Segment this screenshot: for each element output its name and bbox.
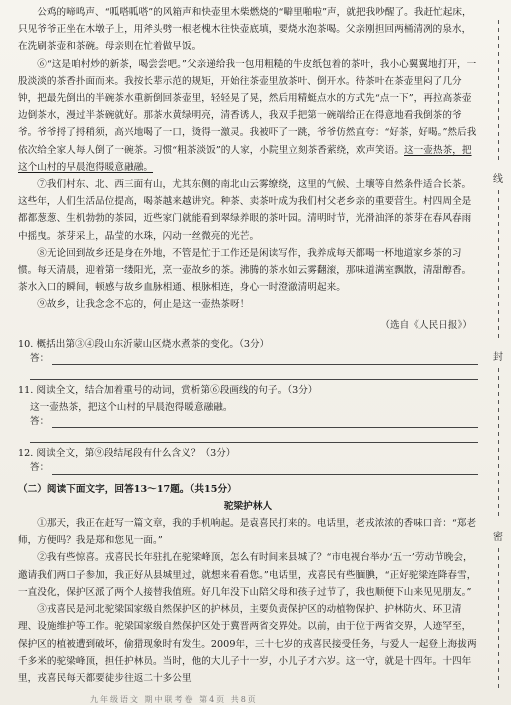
binding-dash-line-bottom bbox=[498, 548, 499, 688]
binding-mark-line: 线 bbox=[493, 174, 503, 185]
question-12: 12. 阅读全文，第⑨段结尾段有什么含义？（3分） bbox=[18, 448, 236, 460]
binding-dash-line-top bbox=[498, 20, 499, 160]
binding-dash-line-middle bbox=[498, 190, 499, 340]
answer-line-q12[interactable] bbox=[30, 463, 478, 477]
answer-label: 答： bbox=[30, 416, 50, 428]
answer-underline bbox=[52, 474, 478, 475]
p6-text: ⑥“这是咱村炒的新茶，喝尝尝吧。”父亲递给我一包用粗糙的牛皮纸包着的茶叶，我小心翼翼地打开，一股淡淡的茶香扑面而来。我按长辈示范的规矩，开始往茶壶里放茶叶、倒开水。待茶叶在茶壶里闷了几分钟，把最先倒出的半碗茶水重新倒回茶壶里，轻轻晃了晃，然后用精蜓点水的方式先“点一下”，再拉高茶壶边倒茶水，漫过半茶碗就好。那茶水黄绿明亮，清香诱人，我双手把第一碗端给正在得意地看我倒茶的爷爷。爷爷捋了捋稍须，高兴地喝了一口，烫得一激灵。我被吓了一跳，爷爷仿然直夸：“好茶，好喝。”然后我依次给全家人每人倒了一碗茶。习惯“粗茶淡饭”的人家，小院里立刻茶香萦绕，欢声笑语。 bbox=[18, 58, 477, 156]
page-footer: 九年级语文 期中联考卷 第4页 共8页 bbox=[90, 695, 258, 704]
article-paragraph-2: ②我有些惊喜。戎喜民长年驻扎在驼梁峰顶，怎么有时间来县城了？“市电视台举办‘五一’劳动节晚会，邀请我们两口子参加，我正好从县城里过，就想来看看您。”电话里，戎喜民有些腼腆，“正好驼梁连降春雪，一直没化，保护区派了两个人接替我值班。好几年没下山陪父母和孩子过节了，我也顺便下山来见见朋友。” bbox=[18, 552, 477, 598]
p6-underlined-sentence: 这一壶热茶，把这个山村的早晨泡得暖意融融。 bbox=[18, 144, 472, 173]
article-paragraph-1: ①那天，我正在赶写一篇文章，我的手机响起。是袁喜民打来的。电话里，老戎浓浓的香味口音：“郑老师，方便吗？我是郑和您见一面。” bbox=[18, 518, 477, 547]
question-10: 10. 概括出第③④段山东沂蒙山区烧水煮茶的变化。（3分） bbox=[18, 338, 270, 350]
section-2-heading: （二）阅读下面文字，回答13～17题。（共15分） bbox=[18, 483, 237, 495]
binding-dash-line-lower bbox=[498, 368, 499, 518]
answer-label: 答： bbox=[30, 352, 50, 364]
question-11-quote: 这一壶热茶，把这个山村的早晨泡得暖意融融。 bbox=[30, 402, 233, 414]
passage-paragraph-8: ⑧无论回到故乡还是身在外地，不管是忙于工作还是闲读写作，我养成每天都喝一杯地道家乡茶的习惯。每天清晨，迎着第一缕阳光，烹一壶故乡的茶。沸腾的茶水如云雾翻滚，那味道满室飘散，清甜醇香。茶水入口的瞬间，顿感与故乡血脉相通、根脉相连，身心一时澄澈清明起来。 bbox=[18, 247, 472, 294]
passage-intro-paragraph: 公鸡的啼鸣声、“呱嗒呱嗒”的风箱声和快壶里木柴燃烧的“噼里啪啦”声，就把我吵醒了。我赶忙起床，只见爷爷正坐在木墩子上，用斧头劈一根老槐木往快壶底填，要烧水泡茶喝。父亲刚担回两桶清冽的泉水，在洗刷茶壶和茶碗。母亲则在忙着做早饭。 bbox=[18, 7, 472, 53]
answer-line-q11[interactable] bbox=[30, 416, 478, 430]
answer-extra-line-q11[interactable] bbox=[30, 430, 478, 443]
passage-source: （选自《人民日报》） bbox=[380, 319, 472, 331]
article-title: 驼梁护林人 bbox=[223, 500, 273, 512]
binding-mark-seal: 封 bbox=[493, 352, 503, 363]
passage-paragraph-6 bbox=[18, 56, 478, 176]
answer-label: 答： bbox=[30, 462, 50, 474]
exam-content bbox=[18, 4, 478, 687]
answer-underline bbox=[52, 427, 478, 428]
answer-extra-line-q10[interactable] bbox=[30, 367, 478, 380]
article-paragraph-3: ③戎喜民是河北驼梁国家级自然保护区的护林员，主要负责保护区的动植物保护、护林防火、环卫清理、设施维护等工作。驼梁国家级自然保护区处于冀晋两省交界处。以前，由于位于两省交界，人迹罕至，保护区的植被遭到破坏，偷猎现象时有发生。2009年，三十七岁的戎喜民接受任务，与爱人一起登上海拔两千多米的驼梁峰顶，担任护林员。当时，他的大儿子十一岁，小儿子才六岁。这一守，就是十四年。十四年里，戎喜民每天都要徒步往返二十多公里 bbox=[18, 604, 477, 684]
answer-underline bbox=[52, 364, 478, 365]
passage-paragraph-7: ⑦我们村东、北、西三面有山，尤其东侧的南北山云雾缭绕，这里的气候、土壤等自然条件适合长茶。这些年，人们生活品位提高，喝茶越来越讲究。种茶、卖茶叶成为我们村父老乡亲的重要营生。村四周全是都都葱葱、生机勃勃的茶园，近些家门就能看到翠绿养眼的茶叶园。清明时节，光滑油泽的茶芽在春风春雨中摇曳。茶芽采上，晶莹的水珠，闪动一丝微亮的光芒。 bbox=[18, 179, 472, 242]
answer-line-q10[interactable] bbox=[30, 353, 478, 367]
question-11: 11. 阅读全文，结合加着重号的动词，赏析第⑥段画线的句子。（3分） bbox=[18, 385, 318, 397]
binding-mark-secret: 密 bbox=[493, 532, 503, 543]
passage-paragraph-9: ⑨故乡，让我念念不忘的，何止是这一壶热茶呀！ bbox=[37, 299, 250, 311]
